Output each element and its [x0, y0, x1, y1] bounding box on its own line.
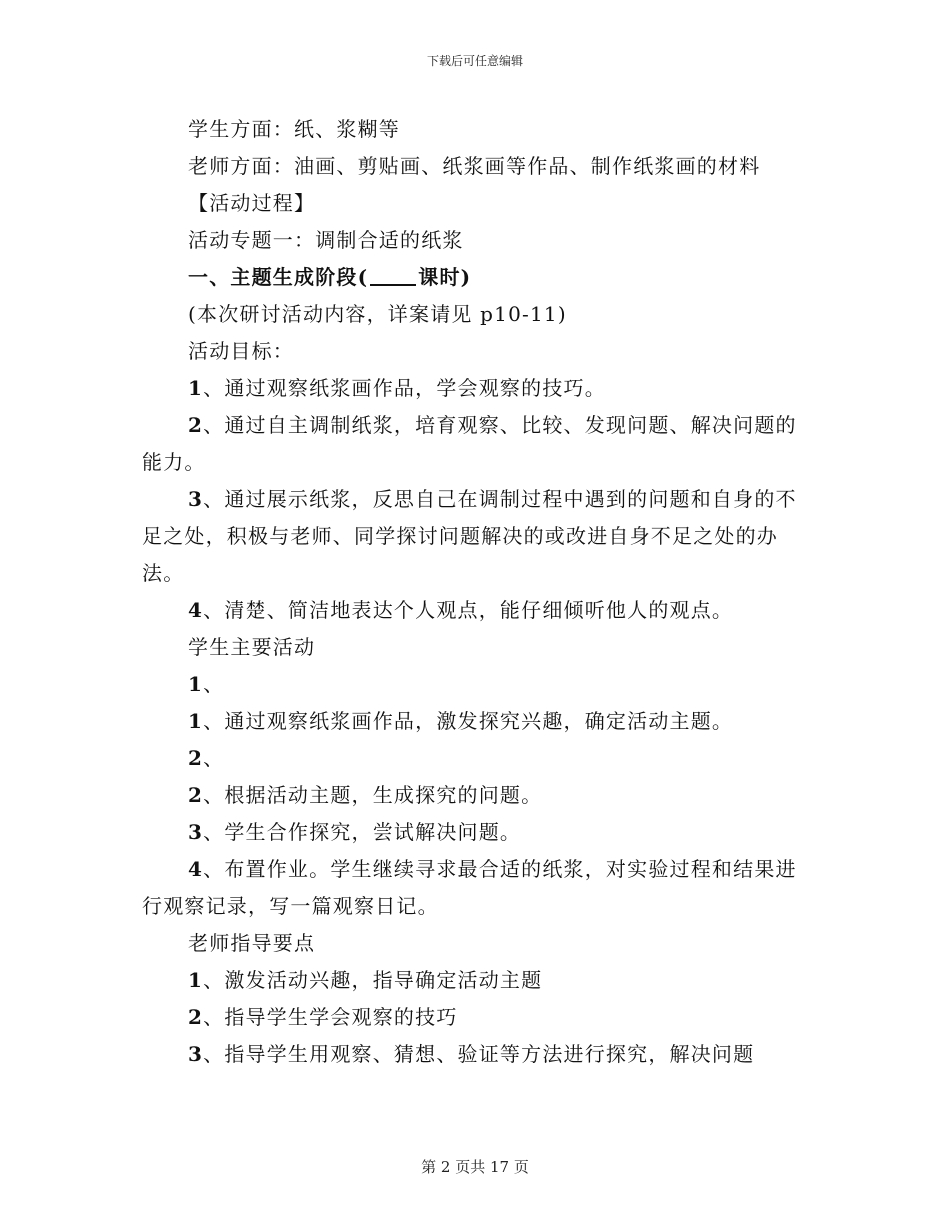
student-activity-3-number: 3	[188, 820, 204, 844]
activity-topic-one: 活动专题一：调制合适的纸浆	[188, 228, 464, 252]
teacher-guidance-2-number: 2	[188, 1005, 204, 1029]
document-body	[142, 111, 812, 1073]
student-activity-1a-text: 、	[203, 672, 225, 696]
page-header: 下载后可任意编辑	[426, 54, 523, 68]
stage-heading-prefix: 一、主题生成阶段(	[188, 265, 369, 289]
student-activity-3	[142, 814, 812, 851]
teacher-guidance-2	[142, 999, 812, 1036]
page-footer: 第 2 页共 17 页	[421, 1158, 529, 1176]
goals-title: 活动目标：	[188, 339, 294, 363]
teacher-guidance-3-number: 3	[188, 1042, 204, 1066]
paragraph-student-materials: 学生方面：纸、浆糊等	[188, 117, 400, 141]
teacher-guidance-2-text: 、指导学生学会观察的技巧	[203, 1005, 458, 1029]
teacher-guidance-3-text: 、指导学生用观察、猜想、验证等方法进行探究，解决问题	[203, 1042, 755, 1066]
goal-item-1	[142, 370, 812, 407]
goal-item-4	[142, 592, 812, 629]
teacher-guidance-title: 老师指导要点	[188, 931, 316, 955]
goal-2-text: 、通过自主调制纸浆，培育观察、比较、发现问题、解决问题的能力。	[142, 413, 797, 474]
teacher-guidance-1-number: 1	[188, 968, 204, 992]
blank-underline	[370, 264, 416, 286]
teacher-guidance-1	[142, 962, 812, 999]
student-activity-2a-number: 2	[188, 746, 204, 770]
paragraph-teacher-materials: 老师方面：油画、剪贴画、纸浆画等作品、制作纸浆画的材料	[188, 154, 761, 178]
student-activity-1a-number: 1	[188, 672, 204, 696]
student-activity-4-number: 4	[188, 857, 204, 881]
stage-heading-suffix: 课时)	[418, 265, 472, 289]
student-activity-1b-number: 1	[188, 709, 204, 733]
goal-3-number: 3	[188, 487, 204, 511]
student-activities-title: 学生主要活动	[188, 635, 316, 659]
goal-1-text: 、通过观察纸浆画作品，学会观察的技巧。	[203, 376, 606, 400]
reference-note: (本次研讨活动内容，详案请见 p10-11)	[188, 302, 567, 326]
student-activity-2b-text: 、根据活动主题，生成探究的问题。	[203, 783, 543, 807]
goal-3-text: 、通过展示纸浆，反思自己在调制过程中遇到的问题和自身的不足之处，积极与老师、同学探讨问题解决的或改进自身不足之处的办法。	[142, 487, 797, 585]
student-activity-3-text: 、学生合作探究，尝试解决问题。	[203, 820, 522, 844]
student-activity-2a	[142, 740, 812, 777]
teacher-guidance-3	[142, 1036, 812, 1073]
goal-2-number: 2	[188, 413, 204, 437]
goal-item-3	[142, 481, 812, 592]
student-activity-2b-number: 2	[188, 783, 204, 807]
goal-1-number: 1	[188, 376, 204, 400]
student-activity-1b-text: 、通过观察纸浆画作品，激发探究兴趣，确定活动主题。	[203, 709, 734, 733]
student-activity-4	[142, 851, 812, 925]
student-activity-1b	[142, 703, 812, 740]
student-activity-1a	[142, 666, 812, 703]
student-activity-2a-text: 、	[203, 746, 225, 770]
goal-item-2	[142, 407, 812, 481]
goal-4-text: 、清楚、简洁地表达个人观点，能仔细倾听他人的观点。	[203, 598, 734, 622]
student-activity-2b	[142, 777, 812, 814]
section-heading-activity-process: 【活动过程】	[188, 191, 316, 215]
student-activity-4-text: 、布置作业。学生继续寻求最合适的纸浆，对实验过程和结果进行观察记录，写一篇观察日记。	[142, 857, 797, 918]
stage-heading	[142, 259, 812, 296]
teacher-guidance-1-text: 、激发活动兴趣，指导确定活动主题	[203, 968, 543, 992]
goal-4-number: 4	[188, 598, 204, 622]
